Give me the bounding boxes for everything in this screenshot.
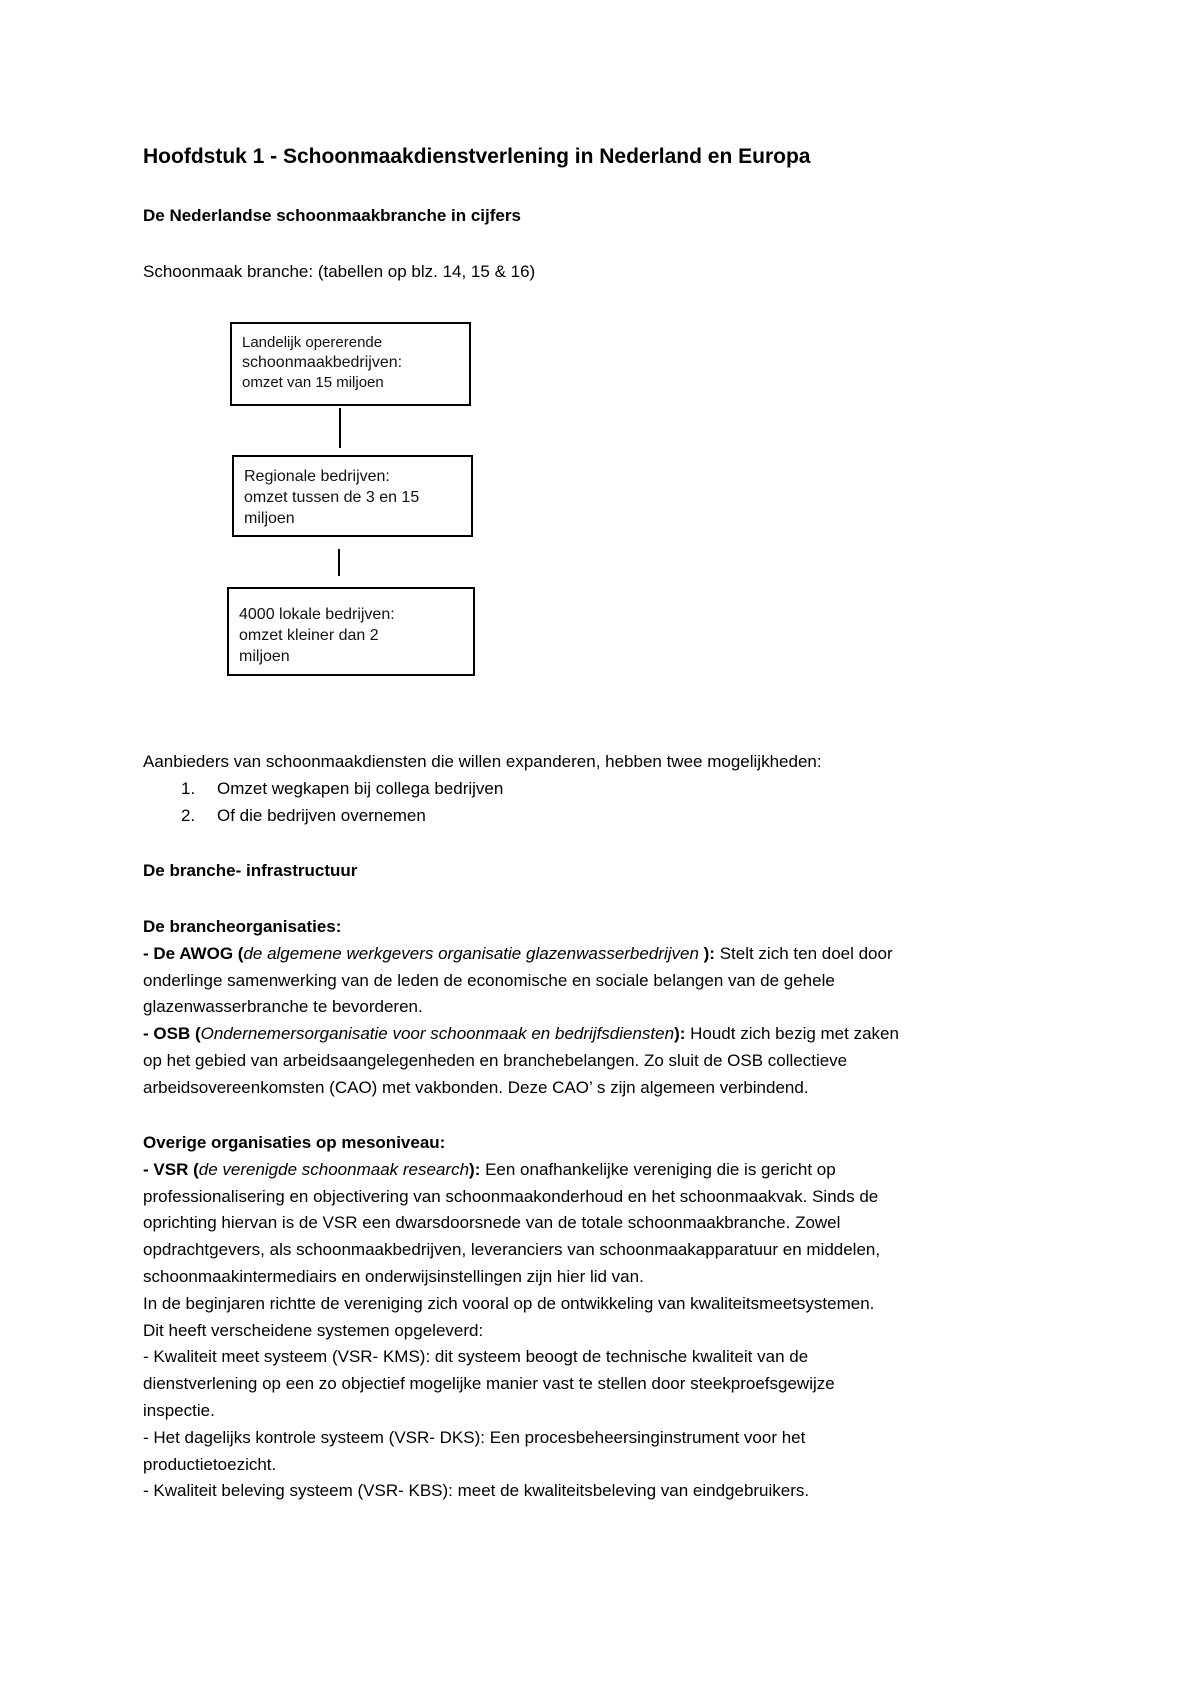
paren-close: ): — [674, 1024, 686, 1044]
box-line: omzet van 15 miljoen — [242, 374, 384, 391]
osb-full-name: Ondernemersorganisatie voor schoonmaak en bedrijfsdiensten — [200, 1024, 675, 1044]
box-line: omzet kleiner dan 2 — [239, 627, 379, 644]
vsr-desc: Een onafhankelijke vereniging die is gericht op — [480, 1159, 836, 1179]
text-line: arbeidsovereenkomsten (CAO) met vakbonden. Deze CAO’ s zijn algemeen verbindend. — [143, 1077, 809, 1097]
text-line: op het gebied van arbeidsaangelegenheden en branchebelangen. Zo sluit de OSB collectieve — [143, 1050, 848, 1070]
paren-open: ( — [188, 1159, 199, 1179]
text-line: Dit heeft verscheidene systemen opgeleverd: — [143, 1320, 484, 1340]
list-number: 1. — [181, 779, 196, 798]
vsr-full-name: de verenigde schoonmaak research — [198, 1159, 470, 1179]
text-line: dienstverlening op een zo objectief mogelijke manier vast te stellen door steekproefsgewijze — [143, 1374, 835, 1394]
box-line: omzet tussen de 3 en 15 — [244, 489, 420, 506]
text-line: productietoezicht. — [143, 1454, 277, 1474]
connector-line — [339, 408, 341, 448]
box-line: 4000 lokale bedrijven: — [239, 606, 395, 623]
text-line: oprichting hiervan is de VSR een dwarsdoorsnede van de totale schoonmaakbranche. Zowel — [143, 1213, 841, 1233]
section-heading-infrastructuur: De branche- infrastructuur — [143, 861, 358, 880]
box-line: schoonmaakbedrijven: — [242, 354, 403, 371]
text-line: opdrachtgevers, als schoonmaakbedrijven, leveranciers van schoonmaakapparatuur en middelen, — [143, 1240, 881, 1260]
box-line: miljoen — [239, 648, 290, 665]
text-line: - Het dagelijks kontrole systeem (VSR- DKS): Een procesbeheersinginstrument voor het — [143, 1427, 806, 1447]
bullet: - — [143, 1024, 154, 1044]
text-line: onderlinge samenwerking van de leden de economische en sociale belangen van de gehele — [143, 970, 835, 990]
heading-text: Overige organisaties op mesoniveau: — [143, 1133, 446, 1152]
text-line: glazenwasserbranche te bevorderen. — [143, 997, 423, 1017]
awog-name: De AWOG — [153, 943, 234, 963]
heading-text: De brancheorganisaties: — [143, 917, 342, 936]
text-line: In de beginjaren richtte de vereniging zich vooral op de ontwikkeling van kwaliteitsmeetsystemen. — [143, 1293, 875, 1313]
section-heading-cijfers: De Nederlandse schoonmaakbranche in cijfers — [143, 206, 521, 225]
brancheorganisaties-block — [143, 914, 1063, 1102]
awog-full-name: de algemene werkgevers organisatie glazenwasserbedrijven — [243, 943, 699, 963]
list-item — [181, 806, 426, 826]
osb-desc: Houdt zich bezig met zaken — [685, 1024, 899, 1044]
vsr-line — [143, 1157, 1063, 1184]
box-line: Regionale bedrijven: — [244, 468, 390, 485]
paren-open: ( — [233, 943, 244, 963]
osb-line — [143, 1021, 1063, 1048]
bullet: - — [143, 943, 154, 963]
text-line: - Kwaliteit beleving systeem (VSR- KBS): meet de kwaliteitsbeleving van eindgebruikers. — [143, 1481, 810, 1501]
vsr-name: VSR — [153, 1159, 189, 1179]
text-line: inspectie. — [143, 1400, 215, 1420]
osb-name: OSB — [153, 1024, 191, 1044]
box-line: Landelijk opererende — [242, 334, 383, 351]
list-text: Omzet wegkapen bij collega bedrijven — [217, 779, 504, 798]
list-item — [181, 779, 503, 799]
intro-text: Schoonmaak branche: (tabellen op blz. 14, 15 & 16) — [143, 262, 536, 281]
text-line: - Kwaliteit meet systeem (VSR- KMS): dit systeem beoogt de technische kwaliteit van de — [143, 1347, 809, 1367]
diagram-box-regionaal — [232, 455, 473, 537]
text-line: professionalisering en objectivering van schoonmaakonderhoud en het schoonmaakvak. Sinds de — [143, 1186, 879, 1206]
diagram-box-landelijk — [230, 322, 471, 406]
page-title: Hoofdstuk 1 - Schoonmaakdienstverlening in Nederland en Europa — [143, 145, 811, 168]
paren-open: ( — [190, 1024, 201, 1044]
list-text: Of die bedrijven overnemen — [217, 806, 426, 825]
subsection-heading — [143, 1130, 1063, 1157]
paren-close: ): — [469, 1159, 481, 1179]
connector-line — [338, 549, 340, 576]
box-line: miljoen — [244, 510, 295, 527]
text-line: schoonmaakintermediairs en onderwijsinstellingen zijn hier lid van. — [143, 1266, 644, 1286]
awog-line — [143, 941, 1063, 968]
mesoniveau-block — [143, 1130, 1063, 1505]
subsection-heading — [143, 914, 1063, 941]
bullet: - — [143, 1159, 154, 1179]
diagram-box-lokaal — [227, 587, 475, 676]
awog-desc: Stelt zich ten doel door — [714, 943, 893, 963]
paren-close: ): — [698, 943, 715, 963]
list-number: 2. — [181, 806, 196, 825]
expand-lead: Aanbieders van schoonmaakdiensten die willen expanderen, hebben twee mogelijkheden: — [143, 752, 822, 771]
